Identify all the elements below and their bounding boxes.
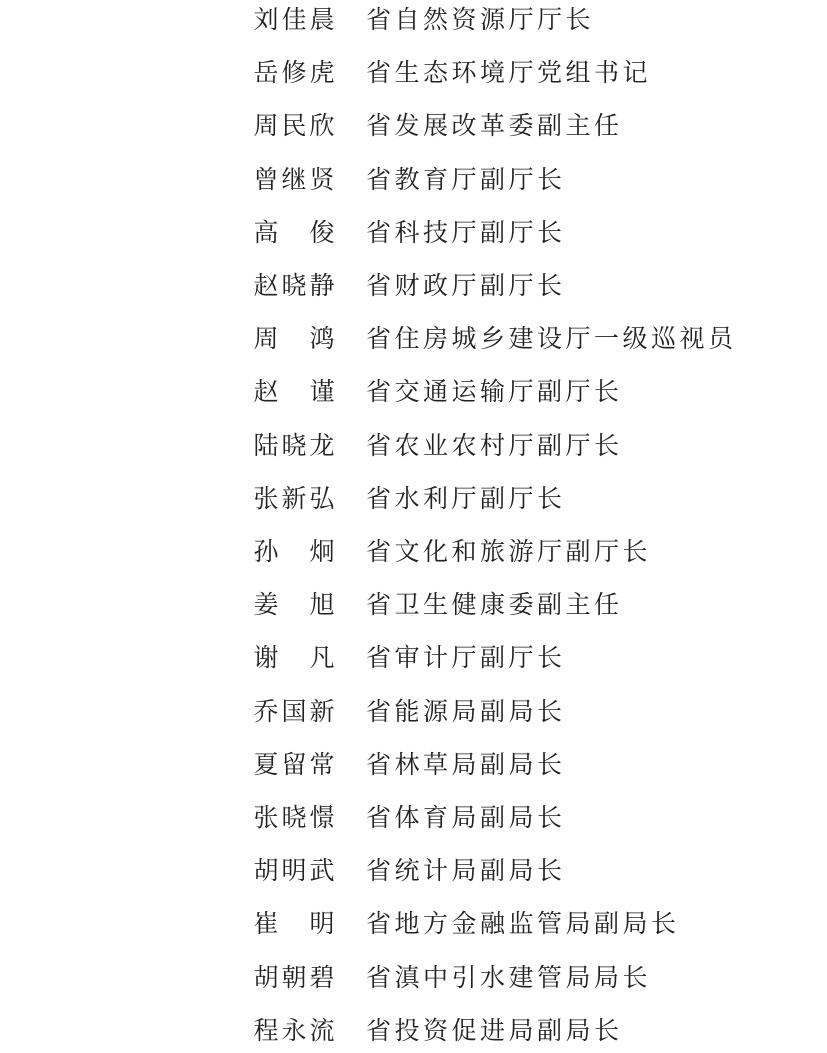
- position-title: 省滇中引水建管局局长: [366, 962, 652, 992]
- person-name: 陆 晓 龙: [253, 430, 335, 460]
- list-item: [0, 0, 827, 40]
- person-name: 赵 谨: [253, 377, 335, 407]
- list-item: [0, 319, 827, 359]
- list-item: [0, 266, 827, 306]
- position-title: 省文化和旅游厅副厅长: [366, 537, 652, 566]
- person-name: 孙 炯: [253, 537, 335, 566]
- person-name: 岳 修 虎: [253, 58, 335, 88]
- list-item: [0, 106, 827, 146]
- list-item: [0, 798, 827, 838]
- person-name: 胡 朝 碧: [253, 962, 335, 992]
- list-item: [0, 638, 827, 678]
- person-name: 程 永 流: [253, 1015, 335, 1045]
- list-item: [0, 532, 827, 572]
- list-item: [0, 213, 827, 253]
- position-title: 省水利厅副厅长: [366, 483, 566, 513]
- position-title: 省自然资源厅厅长: [366, 5, 595, 34]
- position-title: 省生态环境厅党组书记: [366, 58, 652, 88]
- list-item: [0, 904, 827, 944]
- position-title: 省财政厅副厅长: [366, 271, 566, 300]
- person-name: 乔 国 新: [253, 696, 335, 726]
- position-title: 省住房城乡建设厅一级巡视员: [366, 324, 737, 354]
- list-item: [0, 479, 827, 519]
- person-name: 谢 凡: [253, 643, 335, 673]
- position-title: 省能源局副局长: [366, 696, 566, 726]
- list-item: [0, 160, 827, 200]
- position-title: 省交通运输厅副厅长: [366, 377, 623, 407]
- position-title: 省统计局副局长: [366, 856, 566, 886]
- person-name: 崔 明: [253, 909, 335, 939]
- person-name: 夏 留 常: [253, 749, 335, 779]
- list-item: [0, 958, 827, 998]
- list-item: [0, 372, 827, 412]
- person-name: 周 鸿: [253, 324, 335, 354]
- person-name: 张 晓 憬: [253, 803, 335, 832]
- person-name: 胡 明 武: [253, 856, 335, 886]
- position-title: 省地方金融监管局副局长: [366, 909, 680, 939]
- list-item: [0, 745, 827, 785]
- position-title: 省体育局副局长: [366, 803, 566, 832]
- position-title: 省审计厅副厅长: [366, 643, 566, 673]
- list-item: [0, 585, 827, 625]
- person-name: 姜 旭: [253, 590, 335, 620]
- position-title: 省投资促进局副局长: [366, 1015, 623, 1045]
- list-item: [0, 426, 827, 466]
- person-name: 张 新 弘: [253, 483, 335, 513]
- position-title: 省发展改革委副主任: [366, 111, 623, 141]
- person-name: 周 民 欣: [253, 111, 335, 141]
- list-item: [0, 1011, 827, 1051]
- position-title: 省教育厅副厅长: [366, 164, 566, 194]
- list-item: [0, 692, 827, 732]
- person-name: 曾 继 贤: [253, 164, 335, 194]
- person-name: 高 俊: [253, 217, 335, 247]
- position-title: 省林草局副局长: [366, 749, 566, 779]
- person-name: 刘 佳 晨: [253, 5, 335, 34]
- person-name: 赵 晓 静: [253, 271, 335, 300]
- position-title: 省卫生健康委副主任: [366, 590, 623, 620]
- position-title: 省科技厅副厅长: [366, 217, 566, 247]
- list-item: [0, 53, 827, 93]
- list-item: [0, 851, 827, 891]
- position-title: 省农业农村厅副厅长: [366, 430, 623, 460]
